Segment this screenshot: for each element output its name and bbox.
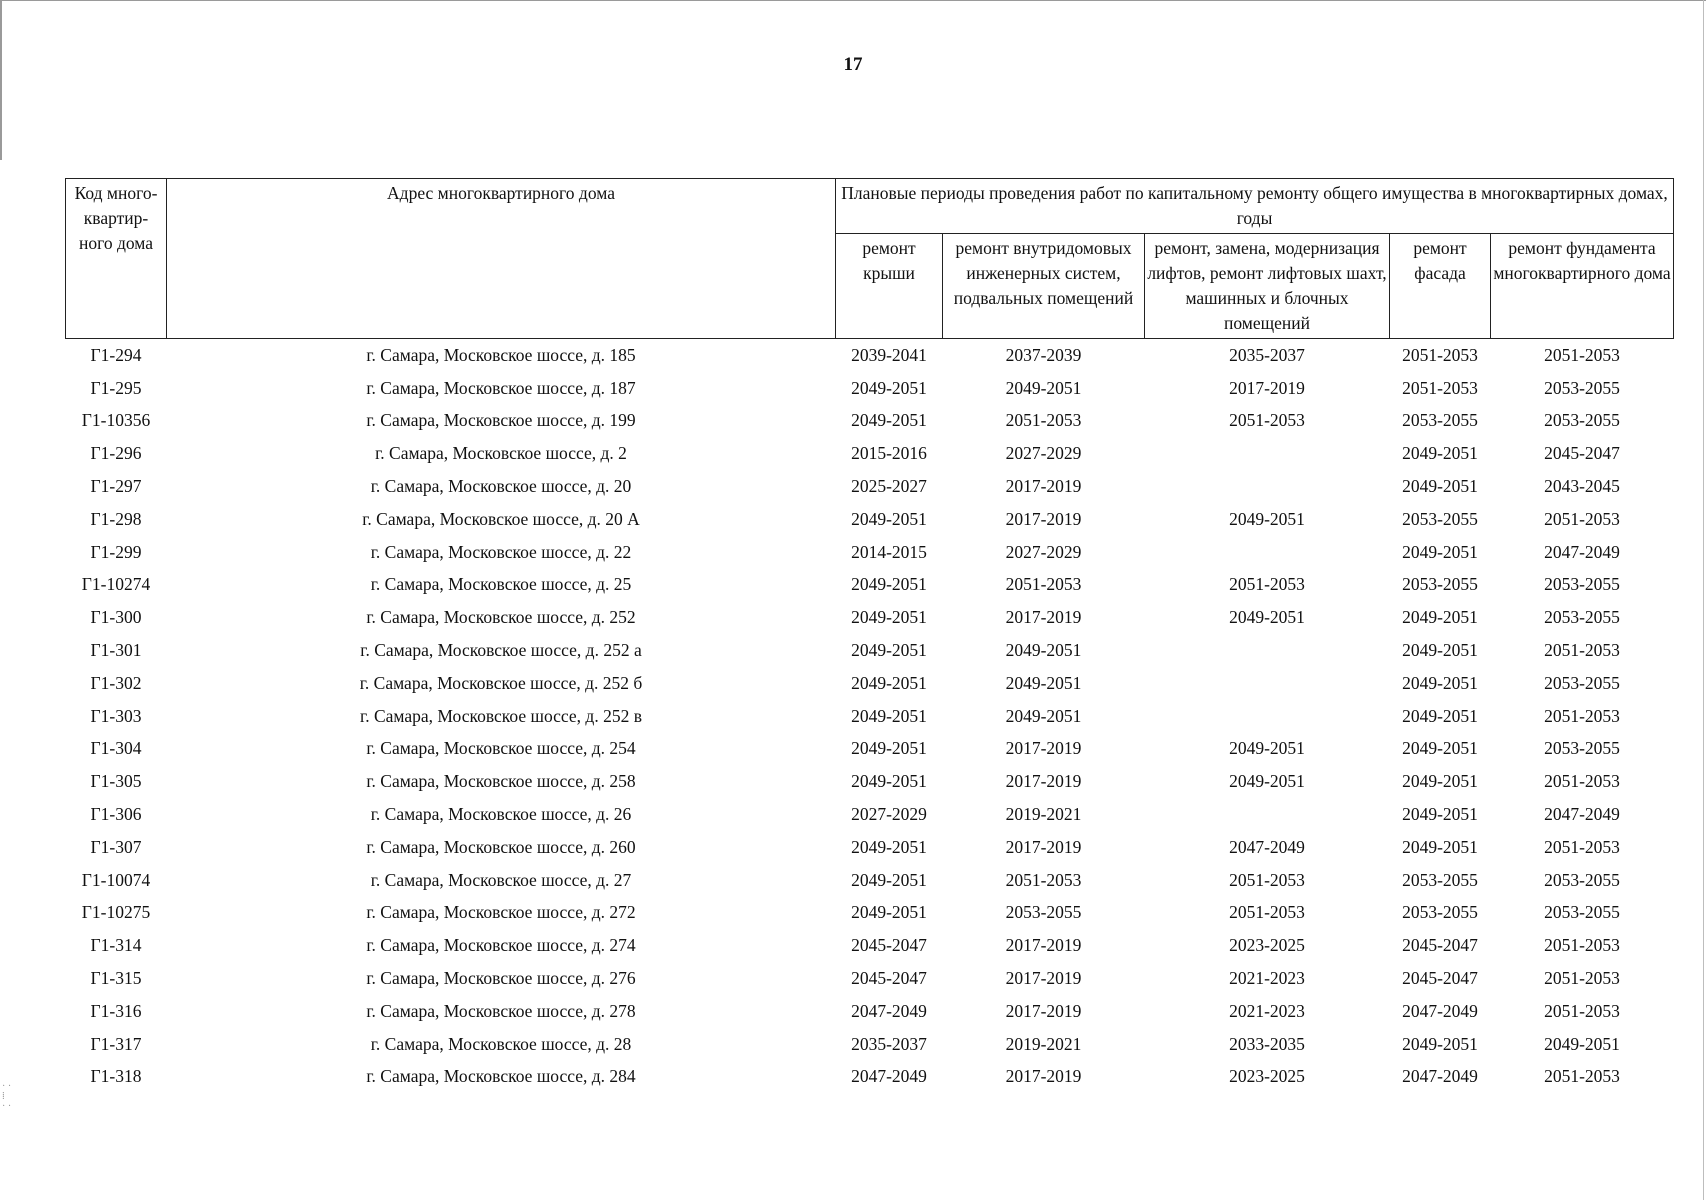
- scan-edge-top: [0, 0, 1706, 4]
- cell-roof: 2035-2037: [851, 1033, 927, 1054]
- cell-address: г. Самара, Московское шоссе, д. 26: [370, 804, 632, 825]
- cell-engineering: 2049-2051: [1005, 705, 1082, 726]
- cell-roof: 2049-2051: [851, 574, 927, 595]
- cell-address: г. Самара, Московское шоссе, д. 258: [366, 771, 636, 792]
- scan-margin-marks: · · ⁞ · ·: [2, 1081, 12, 1112]
- cell-code: Г1-317: [90, 1033, 142, 1054]
- cell-address: г. Самара, Московское шоссе, д. 187: [366, 377, 636, 398]
- cell-foundation: 2051-2053: [1544, 935, 1620, 956]
- cell-address: г. Самара, Московское шоссе, д. 27: [370, 869, 632, 890]
- table-row: [66, 765, 1674, 798]
- cell-facade: 2051-2053: [1402, 377, 1478, 398]
- cell-lifts: 2049-2051: [1229, 738, 1305, 759]
- cell-engineering: 2017-2019: [1005, 738, 1082, 759]
- table-row: [66, 634, 1674, 667]
- cell-foundation: 2053-2055: [1544, 902, 1620, 923]
- cell-facade: 2049-2051: [1402, 804, 1478, 825]
- cell-foundation: 2047-2049: [1544, 541, 1620, 562]
- cell-facade: 2053-2055: [1402, 869, 1478, 890]
- header-planned-periods: Плановые периоды проведения работ по капитальному ремонту общего имущества в многоквартирных домах, годы: [836, 179, 1674, 234]
- header-code: Код много-квартир-ного дома: [66, 179, 167, 339]
- cell-facade: 2045-2047: [1402, 968, 1478, 989]
- cell-lifts: 2021-2023: [1229, 968, 1305, 989]
- table-row: [66, 733, 1674, 766]
- cell-engineering: 2049-2051: [1005, 640, 1082, 661]
- table-row: [66, 405, 1674, 438]
- cell-engineering: 2017-2019: [1005, 1000, 1082, 1021]
- table-row: [66, 437, 1674, 470]
- cell-foundation: 2051-2053: [1544, 1066, 1620, 1087]
- header-facade: ремонт фасада: [1390, 234, 1491, 339]
- cell-address: г. Самара, Московское шоссе, д. 278: [366, 1000, 636, 1021]
- cell-foundation: 2053-2055: [1544, 607, 1620, 628]
- cell-foundation: 2049-2051: [1544, 1033, 1620, 1054]
- cell-engineering: 2051-2053: [1005, 869, 1082, 890]
- cell-address: г. Самара, Московское шоссе, д. 20 А: [362, 508, 640, 529]
- cell-engineering: 2019-2021: [1005, 1033, 1082, 1054]
- cell-engineering: 2027-2029: [1005, 443, 1082, 464]
- cell-facade: 2049-2051: [1402, 771, 1478, 792]
- table-header: [66, 179, 1674, 339]
- page-number: 17: [843, 54, 863, 75]
- cell-engineering: 2051-2053: [1005, 410, 1082, 431]
- header-foundation: ремонт фундамента многоквартирного дома: [1491, 234, 1674, 339]
- cell-lifts: [1145, 667, 1390, 700]
- cell-address: г. Самара, Московское шоссе, д. 254: [366, 738, 636, 759]
- cell-roof: 2025-2027: [851, 476, 927, 497]
- cell-engineering: 2017-2019: [1005, 1066, 1082, 1087]
- cell-lifts: [1145, 798, 1390, 831]
- cell-engineering: 2017-2019: [1005, 836, 1082, 857]
- cell-lifts: [1145, 470, 1390, 503]
- cell-lifts: 2033-2035: [1229, 1033, 1305, 1054]
- cell-facade: 2049-2051: [1402, 607, 1478, 628]
- cell-lifts: 2049-2051: [1229, 771, 1305, 792]
- scan-edge-left: [0, 0, 2, 160]
- cell-roof: 2049-2051: [851, 869, 927, 890]
- cell-foundation: 2051-2053: [1544, 771, 1620, 792]
- cell-roof: 2049-2051: [851, 836, 927, 857]
- cell-facade: 2049-2051: [1402, 705, 1478, 726]
- cell-lifts: 2023-2025: [1229, 935, 1305, 956]
- cell-address: г. Самара, Московское шоссе, д. 284: [366, 1066, 636, 1087]
- cell-foundation: 2051-2053: [1544, 508, 1620, 529]
- cell-code: Г1-316: [90, 1000, 142, 1021]
- table-row: [66, 372, 1674, 405]
- cell-address: г. Самара, Московское шоссе, д. 252 б: [359, 672, 643, 693]
- table-row: [66, 569, 1674, 602]
- cell-engineering: 2017-2019: [1005, 476, 1082, 497]
- cell-facade: 2045-2047: [1402, 935, 1478, 956]
- cell-engineering: 2049-2051: [1005, 672, 1082, 693]
- cell-foundation: 2053-2055: [1544, 377, 1620, 398]
- cell-roof: 2049-2051: [851, 640, 927, 661]
- cell-facade: 2049-2051: [1402, 836, 1478, 857]
- cell-roof: 2049-2051: [851, 771, 927, 792]
- cell-roof: 2049-2051: [851, 377, 927, 398]
- cell-code: Г1-10275: [81, 902, 151, 923]
- cell-engineering: 2017-2019: [1005, 968, 1082, 989]
- cell-engineering: 2053-2055: [1005, 902, 1082, 923]
- cell-address: г. Самара, Московское шоссе, д. 22: [370, 541, 632, 562]
- table-row: [66, 536, 1674, 569]
- cell-roof: 2049-2051: [851, 672, 927, 693]
- cell-facade: 2053-2055: [1402, 410, 1478, 431]
- table-row: [66, 929, 1674, 962]
- cell-lifts: 2051-2053: [1229, 902, 1305, 923]
- table-row: [66, 700, 1674, 733]
- cell-engineering: 2027-2029: [1005, 541, 1082, 562]
- table-row: [66, 339, 1674, 372]
- cell-facade: 2049-2051: [1402, 443, 1478, 464]
- cell-code: Г1-314: [90, 935, 142, 956]
- cell-roof: 2045-2047: [851, 968, 927, 989]
- cell-facade: 2053-2055: [1402, 902, 1478, 923]
- cell-roof: 2049-2051: [851, 607, 927, 628]
- cell-lifts: [1145, 634, 1390, 667]
- cell-address: г. Самара, Московское шоссе, д. 252 а: [360, 640, 642, 661]
- cell-code: Г1-315: [90, 968, 142, 989]
- table-row: [66, 897, 1674, 930]
- table-row: [66, 667, 1674, 700]
- table-body: [66, 339, 1674, 1094]
- cell-roof: 2049-2051: [851, 902, 927, 923]
- cell-lifts: 2047-2049: [1229, 836, 1305, 857]
- cell-engineering: 2017-2019: [1005, 935, 1082, 956]
- cell-foundation: 2045-2047: [1544, 443, 1620, 464]
- cell-address: г. Самара, Московское шоссе, д. 272: [366, 902, 636, 923]
- cell-roof: 2047-2049: [851, 1000, 927, 1021]
- table-row: [66, 1028, 1674, 1061]
- cell-foundation: 2051-2053: [1544, 640, 1620, 661]
- table-row: [66, 962, 1674, 995]
- cell-lifts: 2051-2053: [1229, 869, 1305, 890]
- cell-address: г. Самара, Московское шоссе, д. 2: [375, 443, 627, 464]
- cell-code: Г1-10356: [81, 410, 151, 431]
- cell-lifts: 2051-2053: [1229, 574, 1305, 595]
- cell-address: г. Самара, Московское шоссе, д. 260: [366, 836, 636, 857]
- cell-engineering: 2037-2039: [1005, 344, 1082, 365]
- cell-engineering: 2017-2019: [1005, 771, 1082, 792]
- cell-address: г. Самара, Московское шоссе, д. 20: [370, 476, 632, 497]
- cell-engineering: 2017-2019: [1005, 607, 1082, 628]
- cell-roof: 2049-2051: [851, 508, 927, 529]
- cell-lifts: 2017-2019: [1229, 377, 1305, 398]
- table-row: [66, 470, 1674, 503]
- cell-facade: 2049-2051: [1402, 476, 1478, 497]
- table-row: [66, 995, 1674, 1028]
- cell-engineering: 2049-2051: [1005, 377, 1082, 398]
- cell-engineering: 2017-2019: [1005, 508, 1082, 529]
- cell-lifts: 2021-2023: [1229, 1000, 1305, 1021]
- header-roof: ремонт крыши: [836, 234, 943, 339]
- cell-address: г. Самара, Московское шоссе, д. 252 в: [360, 705, 642, 726]
- cell-lifts: 2049-2051: [1229, 607, 1305, 628]
- header-lifts: ремонт, замена, модернизация лифтов, ремонт лифтовых шахт, машинных и блочных помещений: [1145, 234, 1390, 339]
- cell-address: г. Самара, Московское шоссе, д. 28: [370, 1033, 632, 1054]
- cell-code: Г1-307: [90, 836, 142, 857]
- cell-facade: 2049-2051: [1402, 1033, 1478, 1054]
- cell-foundation: 2053-2055: [1544, 869, 1620, 890]
- table-row: [66, 1061, 1674, 1094]
- cell-foundation: 2047-2049: [1544, 804, 1620, 825]
- cell-code: Г1-298: [90, 508, 142, 529]
- table-row: [66, 831, 1674, 864]
- cell-facade: 2053-2055: [1402, 574, 1478, 595]
- cell-lifts: [1145, 700, 1390, 733]
- cell-lifts: 2049-2051: [1229, 508, 1305, 529]
- cell-facade: 2047-2049: [1402, 1000, 1478, 1021]
- cell-lifts: 2035-2037: [1229, 344, 1305, 365]
- cell-facade: 2051-2053: [1402, 344, 1478, 365]
- cell-code: Г1-306: [90, 804, 142, 825]
- cell-facade: 2047-2049: [1402, 1066, 1478, 1087]
- cell-foundation: 2051-2053: [1544, 968, 1620, 989]
- cell-lifts: [1145, 536, 1390, 569]
- cell-code: Г1-305: [90, 771, 142, 792]
- cell-address: г. Самара, Московское шоссе, д. 185: [366, 344, 636, 365]
- cell-code: Г1-303: [90, 705, 142, 726]
- cell-facade: 2053-2055: [1402, 508, 1478, 529]
- cell-foundation: 2051-2053: [1544, 1000, 1620, 1021]
- cell-code: Г1-299: [90, 541, 142, 562]
- cell-roof: 2045-2047: [851, 935, 927, 956]
- cell-roof: 2039-2041: [851, 344, 927, 365]
- cell-code: Г1-318: [90, 1066, 142, 1087]
- cell-lifts: 2023-2025: [1229, 1066, 1305, 1087]
- cell-address: г. Самара, Московское шоссе, д. 276: [366, 968, 636, 989]
- cell-address: г. Самара, Московское шоссе, д. 252: [366, 607, 636, 628]
- cell-foundation: 2053-2055: [1544, 672, 1620, 693]
- cell-code: Г1-300: [90, 607, 142, 628]
- repair-schedule-table-container: [65, 178, 1673, 1093]
- cell-facade: 2049-2051: [1402, 640, 1478, 661]
- cell-foundation: 2043-2045: [1544, 476, 1620, 497]
- cell-code: Г1-302: [90, 672, 142, 693]
- repair-schedule-table: [65, 178, 1674, 1093]
- scan-edge-right: [1703, 0, 1704, 1200]
- cell-address: г. Самара, Московское шоссе, д. 199: [366, 410, 636, 431]
- cell-foundation: 2051-2053: [1544, 836, 1620, 857]
- cell-code: Г1-296: [90, 443, 142, 464]
- table-row: [66, 601, 1674, 634]
- cell-code: Г1-10274: [81, 574, 151, 595]
- cell-address: г. Самара, Московское шоссе, д. 25: [370, 574, 632, 595]
- cell-roof: 2014-2015: [851, 541, 927, 562]
- cell-code: Г1-301: [90, 640, 142, 661]
- cell-code: Г1-304: [90, 738, 142, 759]
- cell-code: Г1-10074: [81, 869, 151, 890]
- cell-foundation: 2051-2053: [1544, 705, 1620, 726]
- cell-roof: 2049-2051: [851, 705, 927, 726]
- table-row: [66, 503, 1674, 536]
- cell-engineering: 2051-2053: [1005, 574, 1082, 595]
- cell-code: Г1-294: [90, 344, 142, 365]
- cell-foundation: 2053-2055: [1544, 410, 1620, 431]
- cell-code: Г1-297: [90, 476, 142, 497]
- cell-lifts: [1145, 437, 1390, 470]
- header-engineering: ремонт внутридомовых инженерных систем, подвальных помещений: [943, 234, 1145, 339]
- cell-foundation: 2051-2053: [1544, 344, 1620, 365]
- cell-code: Г1-295: [90, 377, 142, 398]
- cell-foundation: 2053-2055: [1544, 738, 1620, 759]
- table-row: [66, 864, 1674, 897]
- cell-facade: 2049-2051: [1402, 672, 1478, 693]
- cell-foundation: 2053-2055: [1544, 574, 1620, 595]
- cell-facade: 2049-2051: [1402, 541, 1478, 562]
- cell-lifts: 2051-2053: [1229, 410, 1305, 431]
- cell-roof: 2027-2029: [851, 804, 927, 825]
- table-row: [66, 798, 1674, 831]
- cell-address: г. Самара, Московское шоссе, д. 274: [366, 935, 636, 956]
- cell-facade: 2049-2051: [1402, 738, 1478, 759]
- cell-roof: 2049-2051: [851, 738, 927, 759]
- cell-roof: 2049-2051: [851, 410, 927, 431]
- cell-roof: 2047-2049: [851, 1066, 927, 1087]
- cell-roof: 2015-2016: [851, 443, 927, 464]
- cell-engineering: 2019-2021: [1005, 804, 1082, 825]
- header-address: Адрес многоквартирного дома: [167, 179, 836, 339]
